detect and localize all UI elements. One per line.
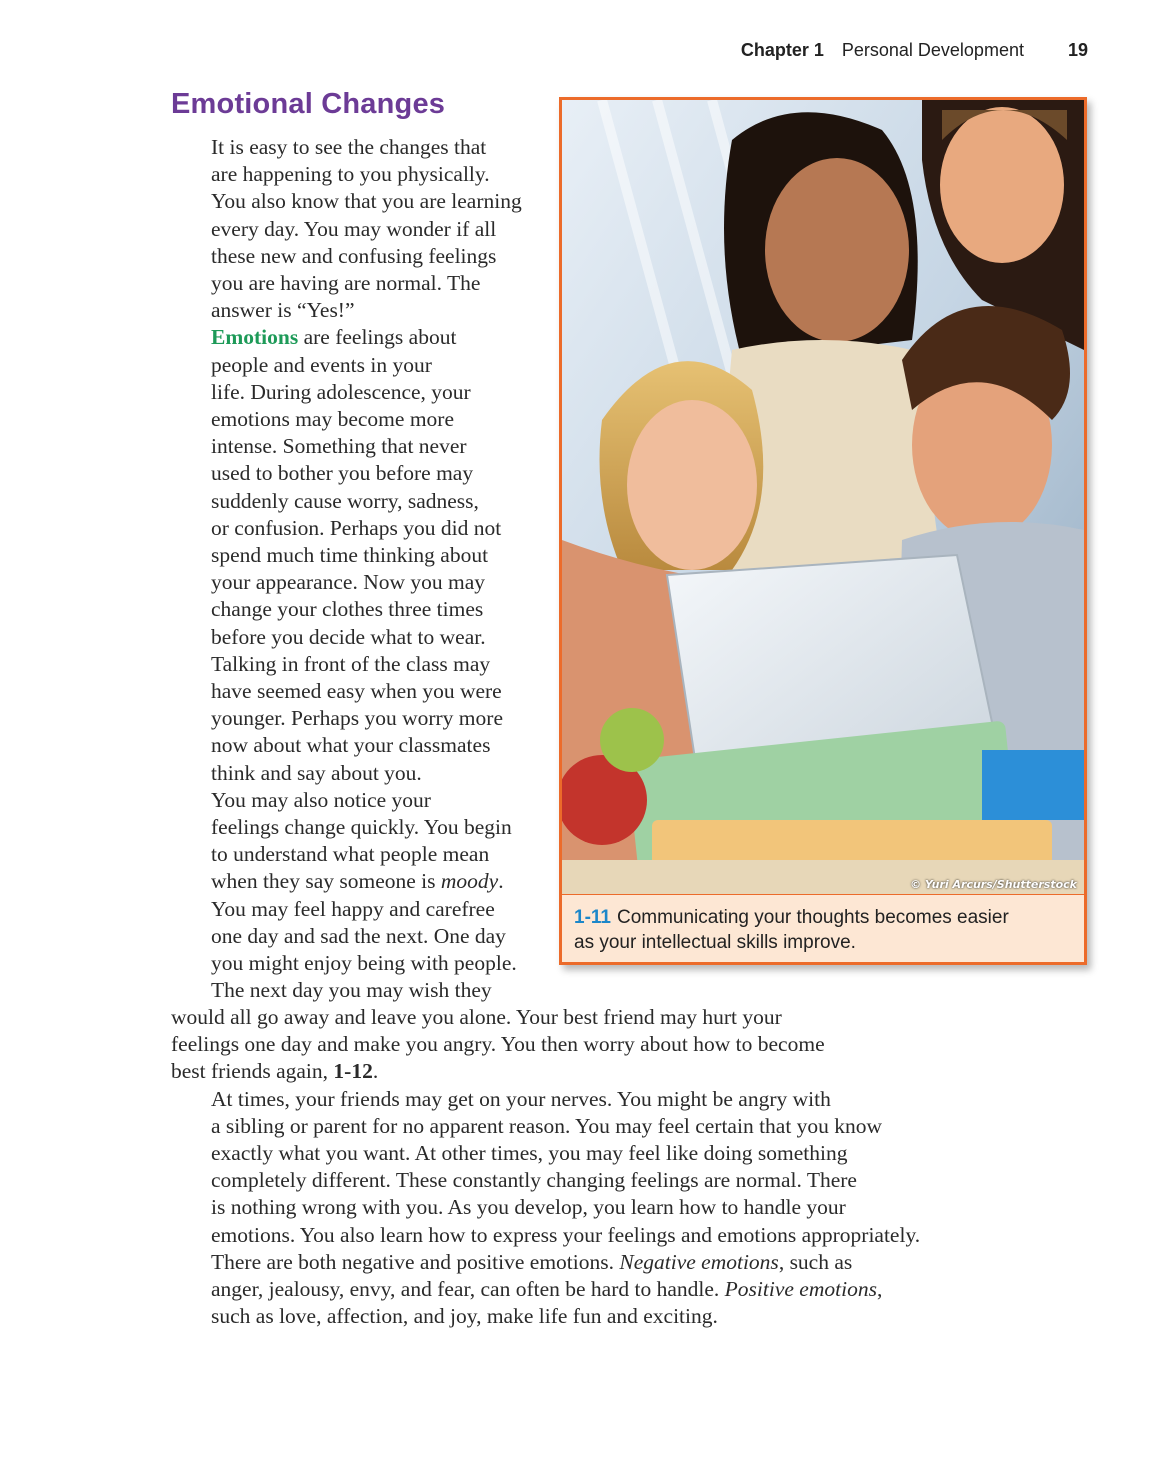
text-line: have seemed easy when you were bbox=[211, 679, 502, 704]
paragraph-3-continued bbox=[171, 1004, 941, 1086]
text-line bbox=[171, 1276, 941, 1303]
text-line: younger. Perhaps you worry more bbox=[211, 706, 503, 731]
text-line: one day and sad the next. One day bbox=[211, 923, 506, 948]
text-line: used to bother you before may bbox=[211, 461, 474, 486]
caption-text-line-1: Communicating your thoughts becomes easier bbox=[616, 907, 1009, 928]
text-line bbox=[171, 1058, 941, 1085]
paragraph-4 bbox=[171, 1086, 941, 1249]
section-label: Personal Development bbox=[841, 40, 1024, 60]
text-line: At times, your friends may get on your nerves. You might be angry with bbox=[211, 1086, 831, 1111]
emphasis-negative-emotions: Negative emotions bbox=[619, 1249, 779, 1274]
text-line: emotions. You also learn how to express your feelings and emotions appropriately. bbox=[211, 1222, 921, 1247]
text-fragment: . bbox=[372, 1059, 379, 1084]
figure-caption bbox=[562, 894, 1084, 962]
text-line: It is easy to see the changes that bbox=[211, 135, 487, 159]
photo-students-at-laptop bbox=[562, 100, 1084, 894]
paragraph-1 bbox=[171, 134, 531, 324]
paragraph-5 bbox=[171, 1249, 941, 1331]
photo-illustration bbox=[562, 100, 1084, 894]
text-line: You may feel happy and carefree bbox=[211, 896, 495, 921]
text-line: answer is “Yes!” bbox=[211, 298, 355, 323]
text-line: think and say about you. bbox=[211, 760, 422, 785]
text-line: are happening to you physically. bbox=[211, 162, 490, 187]
text-line: exactly what you want. At other times, you may feel like doing something bbox=[211, 1141, 848, 1166]
text-line: every day. You may wonder if all bbox=[211, 216, 497, 241]
section-heading: Emotional Changes bbox=[171, 88, 446, 120]
wide-column bbox=[171, 1004, 941, 1330]
text-line: a sibling or parent for no apparent reason. You may feel certain that you know bbox=[211, 1113, 883, 1138]
text-line: would all go away and leave you alone. Your best friend may hurt your bbox=[171, 1005, 782, 1029]
text-line: your appearance. Now you may bbox=[211, 570, 486, 595]
text-line: before you decide what to wear. bbox=[211, 624, 486, 649]
text-line: Talking in front of the class may bbox=[211, 651, 491, 676]
emphasis-positive-emotions: Positive emotions bbox=[724, 1277, 877, 1302]
keyword-emotions: Emotions bbox=[211, 325, 299, 350]
narrow-column bbox=[171, 134, 531, 1005]
text-fragment: , such as bbox=[778, 1249, 853, 1274]
text-line: change your clothes three times bbox=[211, 597, 484, 622]
running-head bbox=[741, 40, 1088, 61]
text-line: is nothing wrong with you. As you develop, you learn how to handle your bbox=[211, 1195, 846, 1220]
text-line: now about what your classmates bbox=[211, 733, 491, 758]
text-line: such as love, affection, and joy, make life fun and exciting. bbox=[211, 1304, 718, 1329]
text-line: You also know that you are learning bbox=[211, 189, 522, 214]
text-fragment: are feelings about bbox=[298, 325, 457, 350]
text-fragment: , bbox=[876, 1277, 883, 1302]
text-line bbox=[171, 1249, 941, 1276]
text-line: these new and confusing feelings bbox=[211, 243, 497, 268]
paragraph-2 bbox=[171, 324, 531, 786]
caption-text-line-2: as your intellectual skills improve. bbox=[574, 932, 856, 953]
text-fragment: anger, jealousy, envy, and fear, can often be hard to handle. bbox=[211, 1277, 725, 1302]
text-line: The next day you may wish they bbox=[211, 978, 492, 1003]
paragraph-3 bbox=[171, 787, 531, 1005]
text-line: feelings change quickly. You begin bbox=[211, 815, 512, 840]
figure-number: 1-11 bbox=[574, 907, 611, 928]
text-line: feelings one day and make you angry. You then worry about how to become bbox=[171, 1032, 825, 1057]
figure-reference: 1-12 bbox=[333, 1059, 373, 1084]
text-line: or confusion. Perhaps you did not bbox=[211, 515, 502, 540]
text-fragment: There are both negative and positive emotions. bbox=[211, 1249, 620, 1274]
text-fragment: . bbox=[498, 869, 504, 894]
photo-credit: © Yuri Arcurs/Shutterstock bbox=[910, 878, 1077, 891]
text-line: people and events in your bbox=[211, 352, 432, 377]
figure-1-11 bbox=[559, 97, 1087, 965]
emphasis-moody: moody bbox=[440, 869, 499, 894]
text-fragment: when they say someone is bbox=[211, 869, 441, 894]
text-line: you might enjoy being with people. bbox=[211, 951, 517, 976]
text-line: intense. Something that never bbox=[211, 434, 467, 459]
page-number: 19 bbox=[1067, 40, 1088, 60]
text-line: life. During adolescence, your bbox=[211, 379, 471, 404]
text-line: to understand what people mean bbox=[211, 842, 490, 867]
text-line: completely different. These constantly changing feelings are normal. There bbox=[211, 1168, 857, 1193]
text-line bbox=[171, 324, 531, 351]
text-line: You may also notice your bbox=[211, 787, 431, 812]
text-line: emotions may become more bbox=[211, 407, 454, 432]
text-fragment: best friends again, bbox=[171, 1059, 334, 1084]
text-line: spend much time thinking about bbox=[211, 543, 489, 568]
text-line bbox=[171, 868, 531, 895]
text-line: suddenly cause worry, sadness, bbox=[211, 488, 479, 513]
chapter-label: Chapter 1 bbox=[740, 40, 824, 60]
text-line: you are having are normal. The bbox=[211, 271, 481, 296]
